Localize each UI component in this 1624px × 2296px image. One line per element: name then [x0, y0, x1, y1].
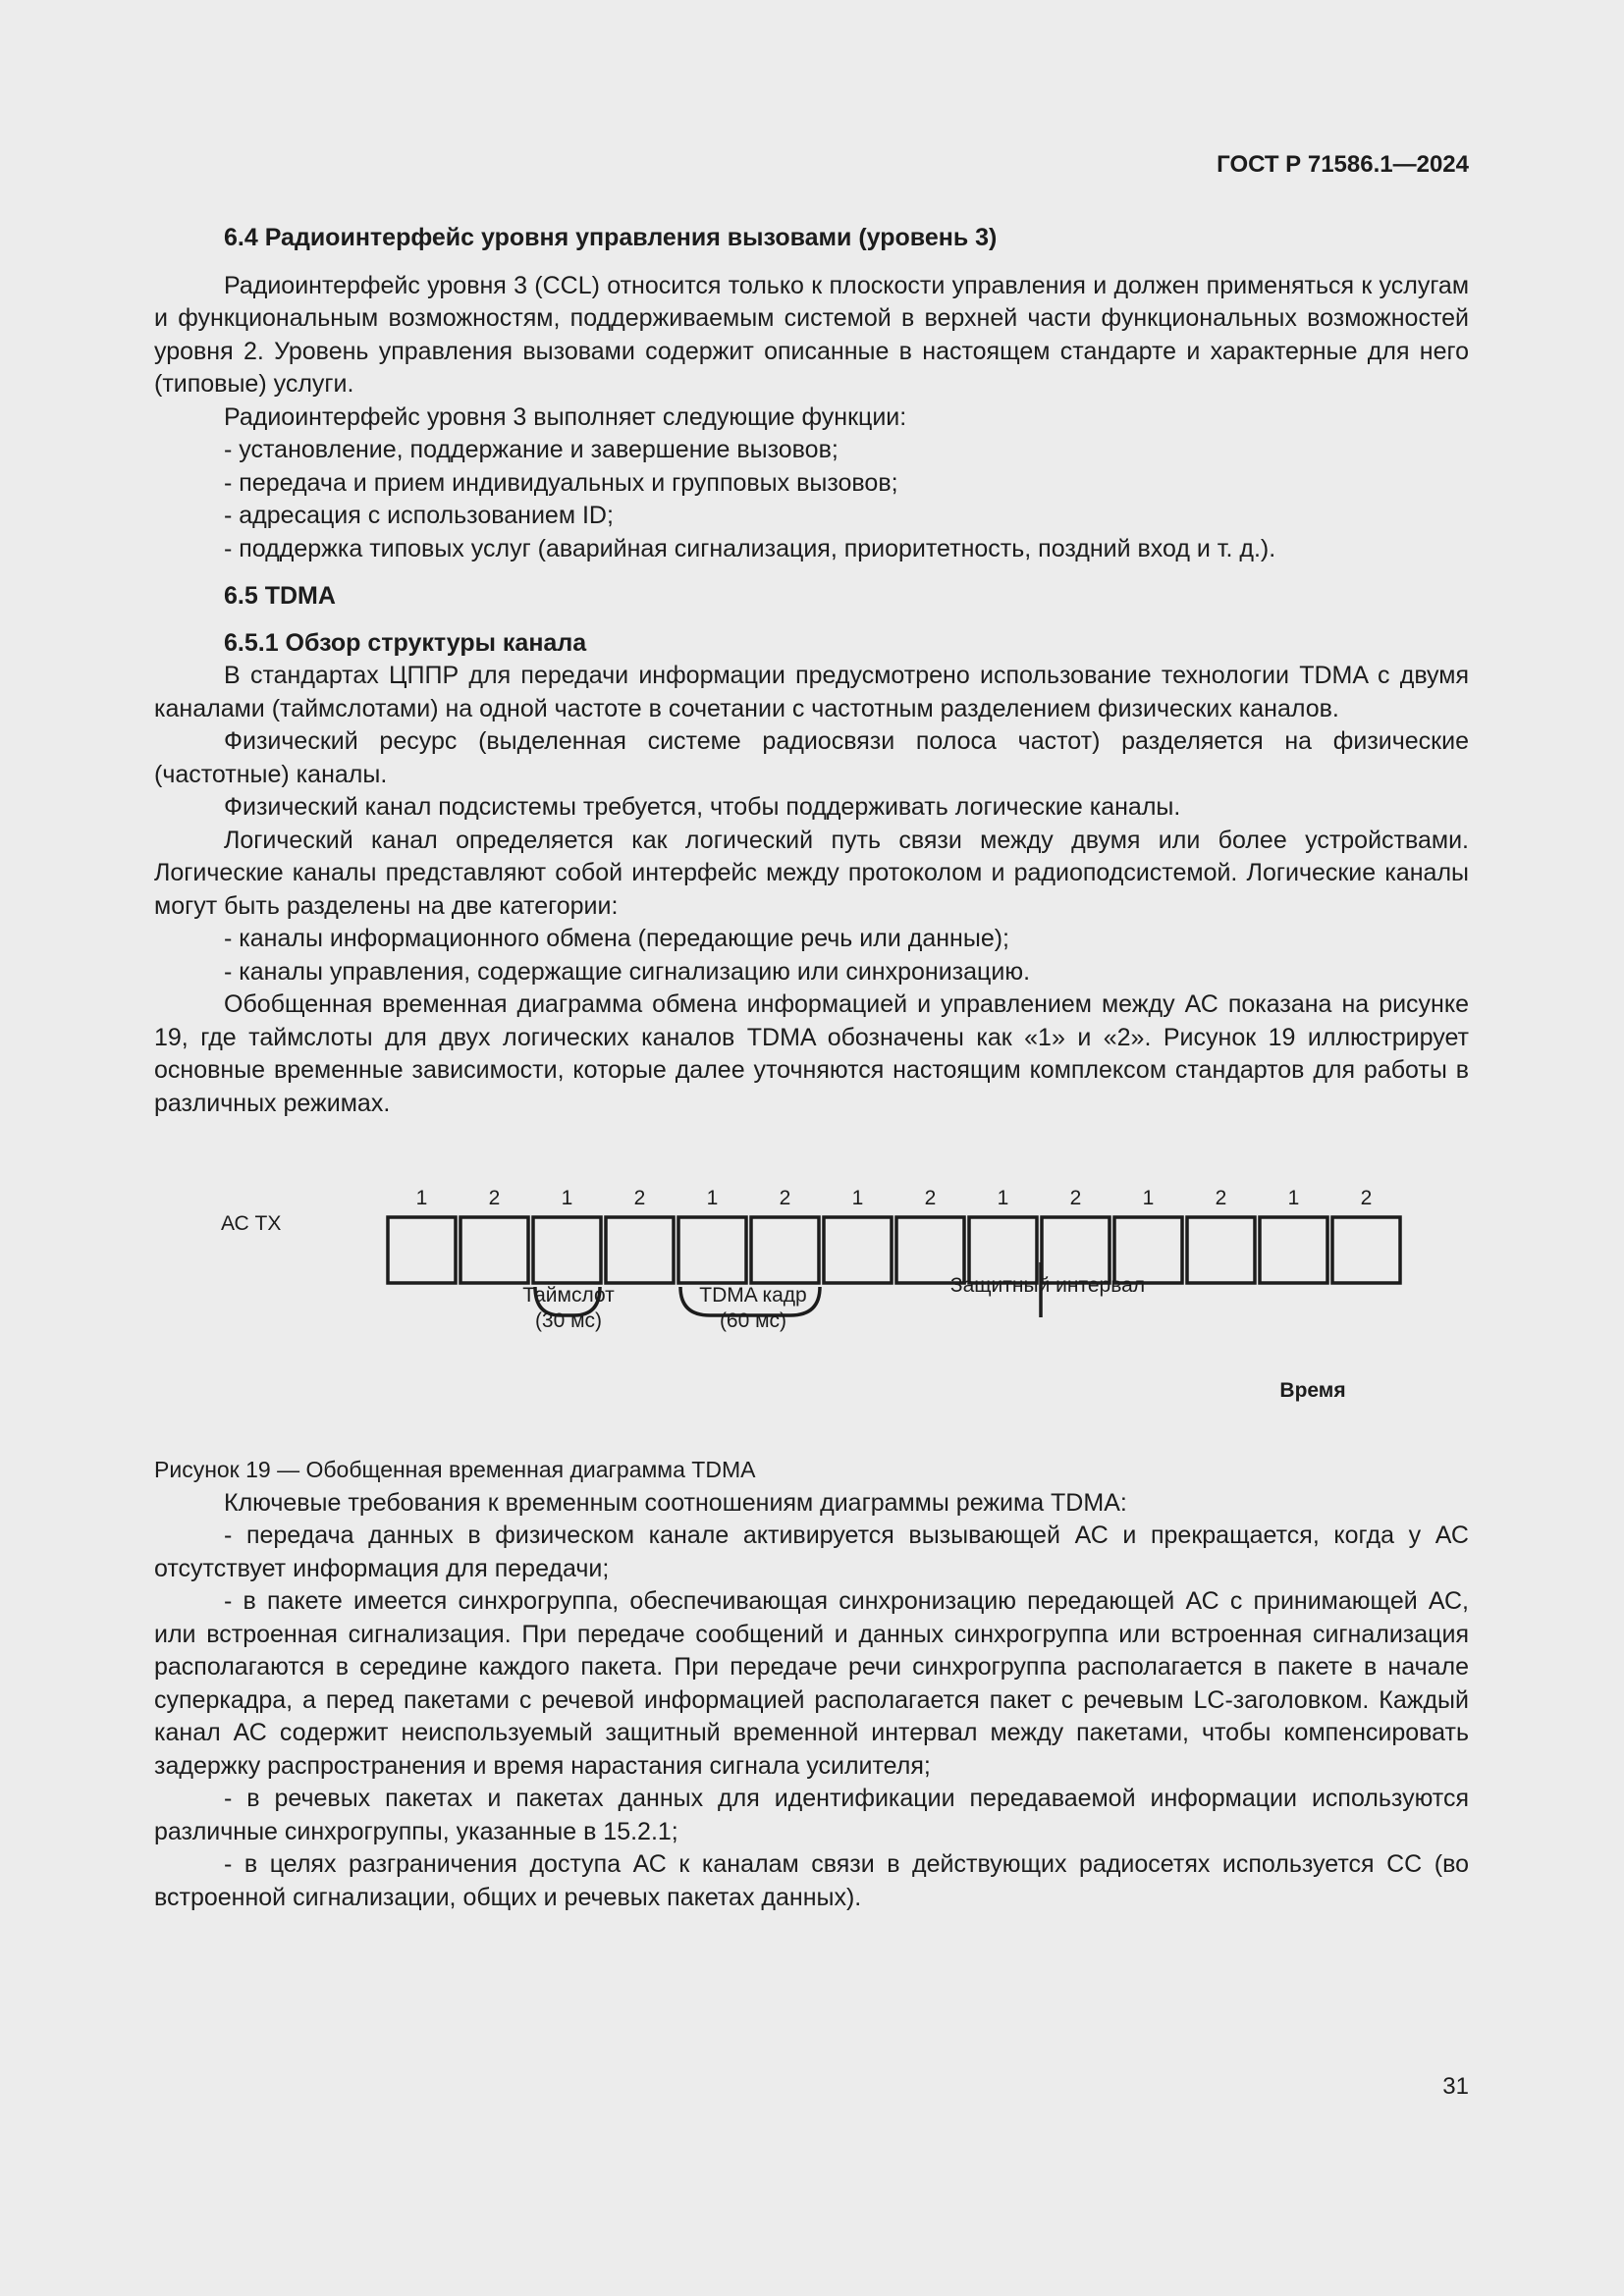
timeslot-box [751, 1217, 819, 1283]
timeslot-box [1332, 1217, 1400, 1283]
timeslot-box [388, 1217, 456, 1283]
page-number: 31 [1442, 2073, 1469, 2100]
timeslot-number: 2 [1069, 1187, 1082, 1209]
timeslot-box [460, 1217, 528, 1283]
paragraph: Радиоинтерфейс уровня 3 выполняет следующие функции: [224, 402, 907, 431]
timeslot-number: 1 [415, 1187, 428, 1209]
timeslot-number: 1 [561, 1187, 573, 1209]
timeslot-number: 1 [1287, 1187, 1300, 1209]
timeslot-box [1260, 1217, 1327, 1283]
paragraph: Радиоинтерфейс уровня 3 (CCL) относится только к плоскости управления и должен применяться к услугам и функциональным возможностям, поддерживаемым системой в верхней части функциональных возможностей уровня 2. Уровень управления вызовами содержит описанные в настоящем стандарте и характерные для него (типовые) услуги. [154, 271, 1469, 398]
list-item: - в пакете имеется синхрогруппа, обеспечивающая синхронизацию передающей АС с принимающей АС, или встроенная сигнализация. При передаче сообщений и данных синхрогруппа или встроенная сигнализация располагаются в середине каждого пакета. При передаче речи синхрогруппа располагается в пакете в начале суперкадра, а перед пакетами с речевой информацией располагается пакет с речевым LC-заголовком. Каждый канал АС содержит неиспользуемый защитный временной интервал между пакетами, чтобы компенсировать задержку распространения и время нарастания сигнала усилителя; [154, 1587, 1469, 1780]
timeslot-number: 1 [997, 1187, 1009, 1209]
list-item: - поддержка типовых услуг (аварийная сигнализация, приоритетность, поздний вход и т. д.). [224, 534, 1276, 562]
timeslot-number: 1 [706, 1187, 719, 1209]
paragraph: В стандартах ЦППР для передачи информации предусмотрено использование технологии TDMA с двумя каналами (таймслотами) на одной частоте в сочетании с частотным разделением физических каналов. [154, 662, 1469, 722]
list-item: - установление, поддержание и завершение вызовов; [224, 436, 839, 463]
document-number: ГОСТ Р 71586.1—2024 [1217, 151, 1469, 178]
timeslot-number: 2 [1215, 1187, 1227, 1209]
timeslot-number: 2 [488, 1187, 501, 1209]
list-item: - в целях разграничения доступа АС к каналам связи в действующих радиосетях используется СС (во встроенной сигнализации, общих и речевых пакетах данных). [154, 1850, 1469, 1911]
timeslot-number: 2 [633, 1187, 646, 1209]
paragraph: Ключевые требования к временным соотношениям диаграммы режима TDMA: [224, 1488, 1127, 1517]
list-item: - передача и прием индивидуальных и групповых вызовов; [224, 468, 898, 497]
timeslot-number: 1 [851, 1187, 864, 1209]
timeslot-label: Таймслот (30 мс) [522, 1284, 615, 1332]
timeslot-number: 1 [1142, 1187, 1155, 1209]
timeslot-number: 2 [779, 1187, 791, 1209]
timeslot-number: 2 [924, 1187, 937, 1209]
page-content [154, 222, 1469, 1914]
paragraph: Физический канал подсистемы требуется, чтобы поддерживать логические каналы. [224, 793, 1181, 821]
row-label: АС ТХ [221, 1212, 282, 1235]
paragraph: Обобщенная временная диаграмма обмена информацией и управлением между АС показана на рисунке 19, где таймслоты для двух логических каналов TDMA обозначены как «1» и «2». Рисунок 19 иллюстрирует основные временные зависимости, которые далее уточняются настоящим комплексом стандартов для работы в различных режимах. [154, 990, 1469, 1117]
list-item: - каналы управления, содержащие сигнализацию или синхронизацию. [224, 957, 1031, 986]
section-heading-6-4: 6.4 Радиоинтерфейс уровня управления вызовами (уровень 3) [224, 224, 998, 251]
timeslot-box [1187, 1217, 1255, 1283]
timeslot-box [824, 1217, 892, 1283]
frame-label: TDMA кадр (60 мс) [699, 1284, 807, 1332]
paragraph: Физический ресурс (выделенная системе радиосвязи полоса частот) разделяется на физические (частотные) каналы. [154, 727, 1469, 788]
guard-interval-label: Защитный интервал [949, 1274, 1146, 1297]
time-axis-label: Время [1279, 1379, 1346, 1402]
timeslot-number: 2 [1360, 1187, 1373, 1209]
tdma-timing-diagram [154, 1134, 1469, 1590]
figure-caption: Рисунок 19 — Обобщенная временная диаграмма TDMA [154, 1457, 756, 1482]
list-item: - адресация с использованием ID; [224, 502, 614, 529]
list-item: - передача данных в физическом канале активируется вызывающей АС и прекращается, когда у АС отсутствует информация для передачи; [154, 1522, 1469, 1582]
timeslot-box [678, 1217, 746, 1283]
paragraph: Логический канал определяется как логический путь связи между двумя или более устройствами. Логические каналы представляют собой интерфейс между протоколом и радиоподсистемой. Логические каналы могут быть разделены на две категории: [154, 826, 1469, 920]
subsection-heading-6-5-1: 6.5.1 Обзор структуры канала [224, 628, 587, 657]
timeslot-box [533, 1217, 601, 1283]
section-heading-6-5: 6.5 TDMA [224, 582, 336, 610]
timeslot-box [606, 1217, 674, 1283]
list-item: - в речевых пакетах и пакетах данных для идентификации передаваемой информации используются различные синхрогруппы, указанные в 15.2.1; [154, 1785, 1469, 1845]
list-item: - каналы информационного обмена (передающие речь или данные); [224, 925, 1009, 952]
